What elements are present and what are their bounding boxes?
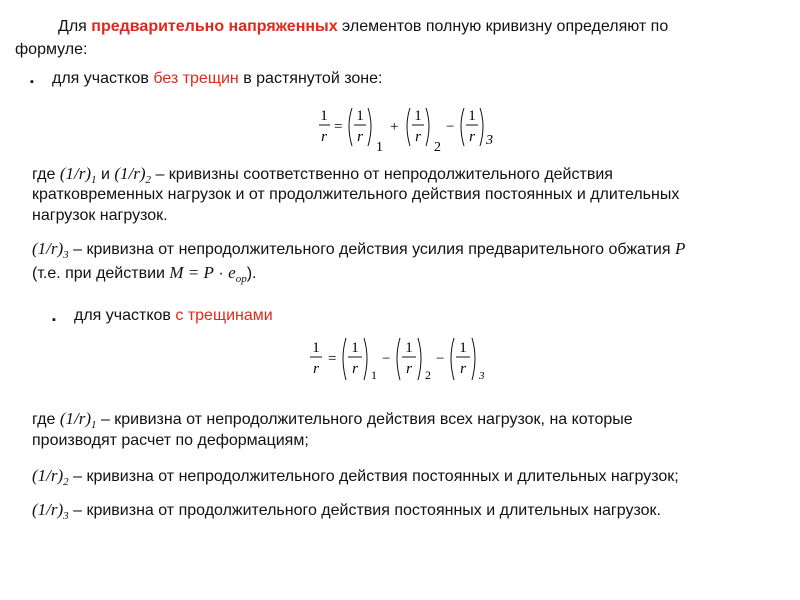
desc2-e: e — [228, 263, 236, 282]
desc3-where: где — [32, 411, 56, 428]
f2-t3-sub: 3 — [479, 370, 485, 382]
desc5-term: (1/r) — [32, 500, 64, 519]
intro-highlight: предварительно напряженных — [91, 18, 338, 35]
f2-t1-den: r — [352, 361, 358, 377]
desc2-dot: · — [218, 265, 224, 282]
f2-t3-den: r — [460, 361, 466, 377]
formula-no-cracks — [318, 98, 518, 158]
intro-rest: элементов полную кривизну определяют по — [342, 18, 669, 35]
f1-t2-num: 1 — [414, 108, 422, 124]
desc2-M: M = P — [169, 263, 214, 282]
desc5-sub: 3 — [63, 510, 69, 523]
intro-line-2: формуле: — [15, 41, 88, 58]
desc2-sub: 3 — [63, 249, 69, 262]
desc5-rest: – кривизна от продолжительного действия постоянных и длительных нагрузок. — [73, 502, 661, 519]
desc5-line — [32, 499, 661, 527]
f2-equals: = — [328, 351, 337, 367]
f1-lhs-num: 1 — [320, 108, 328, 124]
desc2-term: (1/r) — [32, 239, 64, 258]
bullet-marker-1: ▪ — [30, 76, 34, 88]
desc2-e-sub: op — [235, 273, 247, 286]
case2-highlight: с трещинами — [175, 307, 273, 324]
desc1-where: где — [32, 166, 56, 183]
f1-t1-num: 1 — [356, 108, 364, 124]
desc1-sub-a: 1 — [90, 174, 97, 187]
case2-heading — [74, 305, 273, 326]
f1-t2-den: r — [415, 129, 421, 145]
f1-t3-num: 1 — [468, 108, 476, 124]
desc3-term: (1/r) — [59, 409, 91, 428]
desc2-prefix: (т.е. при действии — [32, 265, 165, 282]
desc1-rest: – кривизны соответственно от непродолжительного действия — [155, 166, 613, 183]
f1-t1-den: r — [357, 129, 363, 145]
desc1-sub-b: 2 — [145, 174, 151, 187]
f2-minus-2: − — [436, 351, 445, 367]
formula-with-cracks — [308, 330, 498, 390]
f1-t3-den: r — [469, 129, 475, 145]
f2-t2-sub: 2 — [425, 368, 431, 382]
f2-lhs-den: r — [313, 361, 319, 377]
bullet-marker-2: ▪ — [52, 314, 56, 326]
desc4-term: (1/r) — [32, 466, 64, 485]
desc1-term-a: (1/r) — [59, 164, 91, 183]
f1-t3-sub: 3 — [486, 133, 493, 148]
f2-t1-num: 1 — [351, 340, 359, 356]
f2-t3-num: 1 — [459, 340, 467, 356]
f1-t2-sub: 2 — [434, 140, 441, 155]
desc2-line-2 — [32, 262, 256, 290]
desc4-rest: – кривизна от непродолжительного действия постоянных и длительных нагрузок; — [73, 468, 679, 485]
f2-lhs-num: 1 — [312, 340, 320, 356]
f2-t1-sub: 1 — [371, 368, 377, 382]
desc1-line-3: нагрузок нагрузок. — [32, 207, 168, 224]
f1-lhs-den: r — [321, 129, 327, 145]
f1-t1-sub: 1 — [376, 140, 383, 155]
desc3-sub: 1 — [90, 419, 97, 432]
desc1-and: и — [100, 166, 110, 183]
case1-heading — [52, 68, 382, 89]
intro-line-1 — [58, 16, 668, 37]
f2-minus-1: − — [382, 351, 391, 367]
case2-lead: для участков — [74, 307, 171, 324]
f1-minus: − — [446, 119, 455, 135]
desc2-P: P — [674, 239, 686, 258]
case1-highlight: без трещин — [153, 70, 239, 87]
desc3-line-2: производят расчет по деформациям; — [32, 432, 309, 449]
case1-lead: для участков — [52, 70, 149, 87]
f2-t2-den: r — [406, 361, 412, 377]
f1-equals: = — [334, 119, 343, 135]
desc4-line — [32, 465, 679, 493]
desc2-suffix: ). — [246, 265, 257, 282]
intro-prefix: Для — [58, 18, 87, 35]
desc2-rest: – кривизна от непродолжительного действия усилия предварительного обжатия — [73, 241, 671, 258]
desc3-rest: – кривизна от непродолжительного действия всех нагрузок, на которые — [100, 411, 633, 428]
f2-t2-num: 1 — [405, 340, 413, 356]
desc1-term-b: (1/r) — [114, 164, 146, 183]
desc1-line-2: кратковременных нагрузок и от продолжительного действия постоянных и длительных — [32, 186, 680, 203]
f1-plus: + — [390, 119, 399, 135]
case1-rest: в растянутой зоне: — [243, 70, 383, 87]
desc4-sub: 2 — [63, 476, 69, 489]
